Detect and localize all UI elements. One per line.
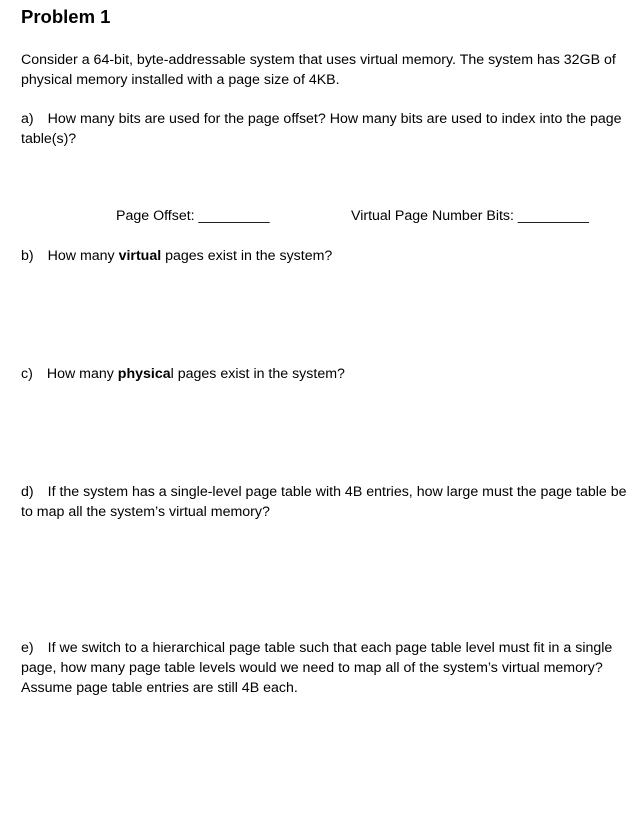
question-e-text: If we switch to a hierarchical page table such that each page table level must fit in a single page, how many page table levels would we need to map all of the system’s virtual memory? Assume page table entries are still 4B each. [21, 640, 613, 696]
page-offset-answer: Page Offset: _________ [116, 208, 270, 224]
question-e [21, 638, 631, 698]
question-b-label: b) [21, 248, 34, 264]
question-c [21, 364, 631, 384]
question-c-label: c) [21, 366, 33, 382]
question-a-label: a) [21, 111, 34, 127]
question-d-text: If the system has a single-level page table with 4B entries, how large must the page table be to map all the system’s virtual memory? [21, 484, 627, 520]
question-b-text-after: pages exist in the system? [161, 248, 333, 264]
question-a [21, 109, 631, 149]
question-d [21, 482, 631, 522]
question-c-bold: physica [117, 366, 171, 382]
vpn-bits-answer: Virtual Page Number Bits: _________ [351, 208, 589, 224]
question-c-text-after: l pages exist in the system? [170, 366, 345, 382]
question-b-text-before: How many [47, 248, 119, 264]
question-a-text: How many bits are used for the page offset? How many bits are used to index into the page table(s)? [21, 111, 622, 147]
question-b-bold: virtual [118, 248, 162, 264]
problem-title: Problem 1 [21, 6, 111, 27]
question-d-label: d) [21, 484, 34, 500]
question-b [21, 246, 631, 266]
question-c-text-before: How many [46, 366, 118, 382]
question-e-label: e) [21, 640, 34, 656]
problem-intro: Consider a 64-bit, byte-addressable system that uses virtual memory. The system has 32GB of physical memory installed with a page size of 4KB. [21, 52, 616, 88]
